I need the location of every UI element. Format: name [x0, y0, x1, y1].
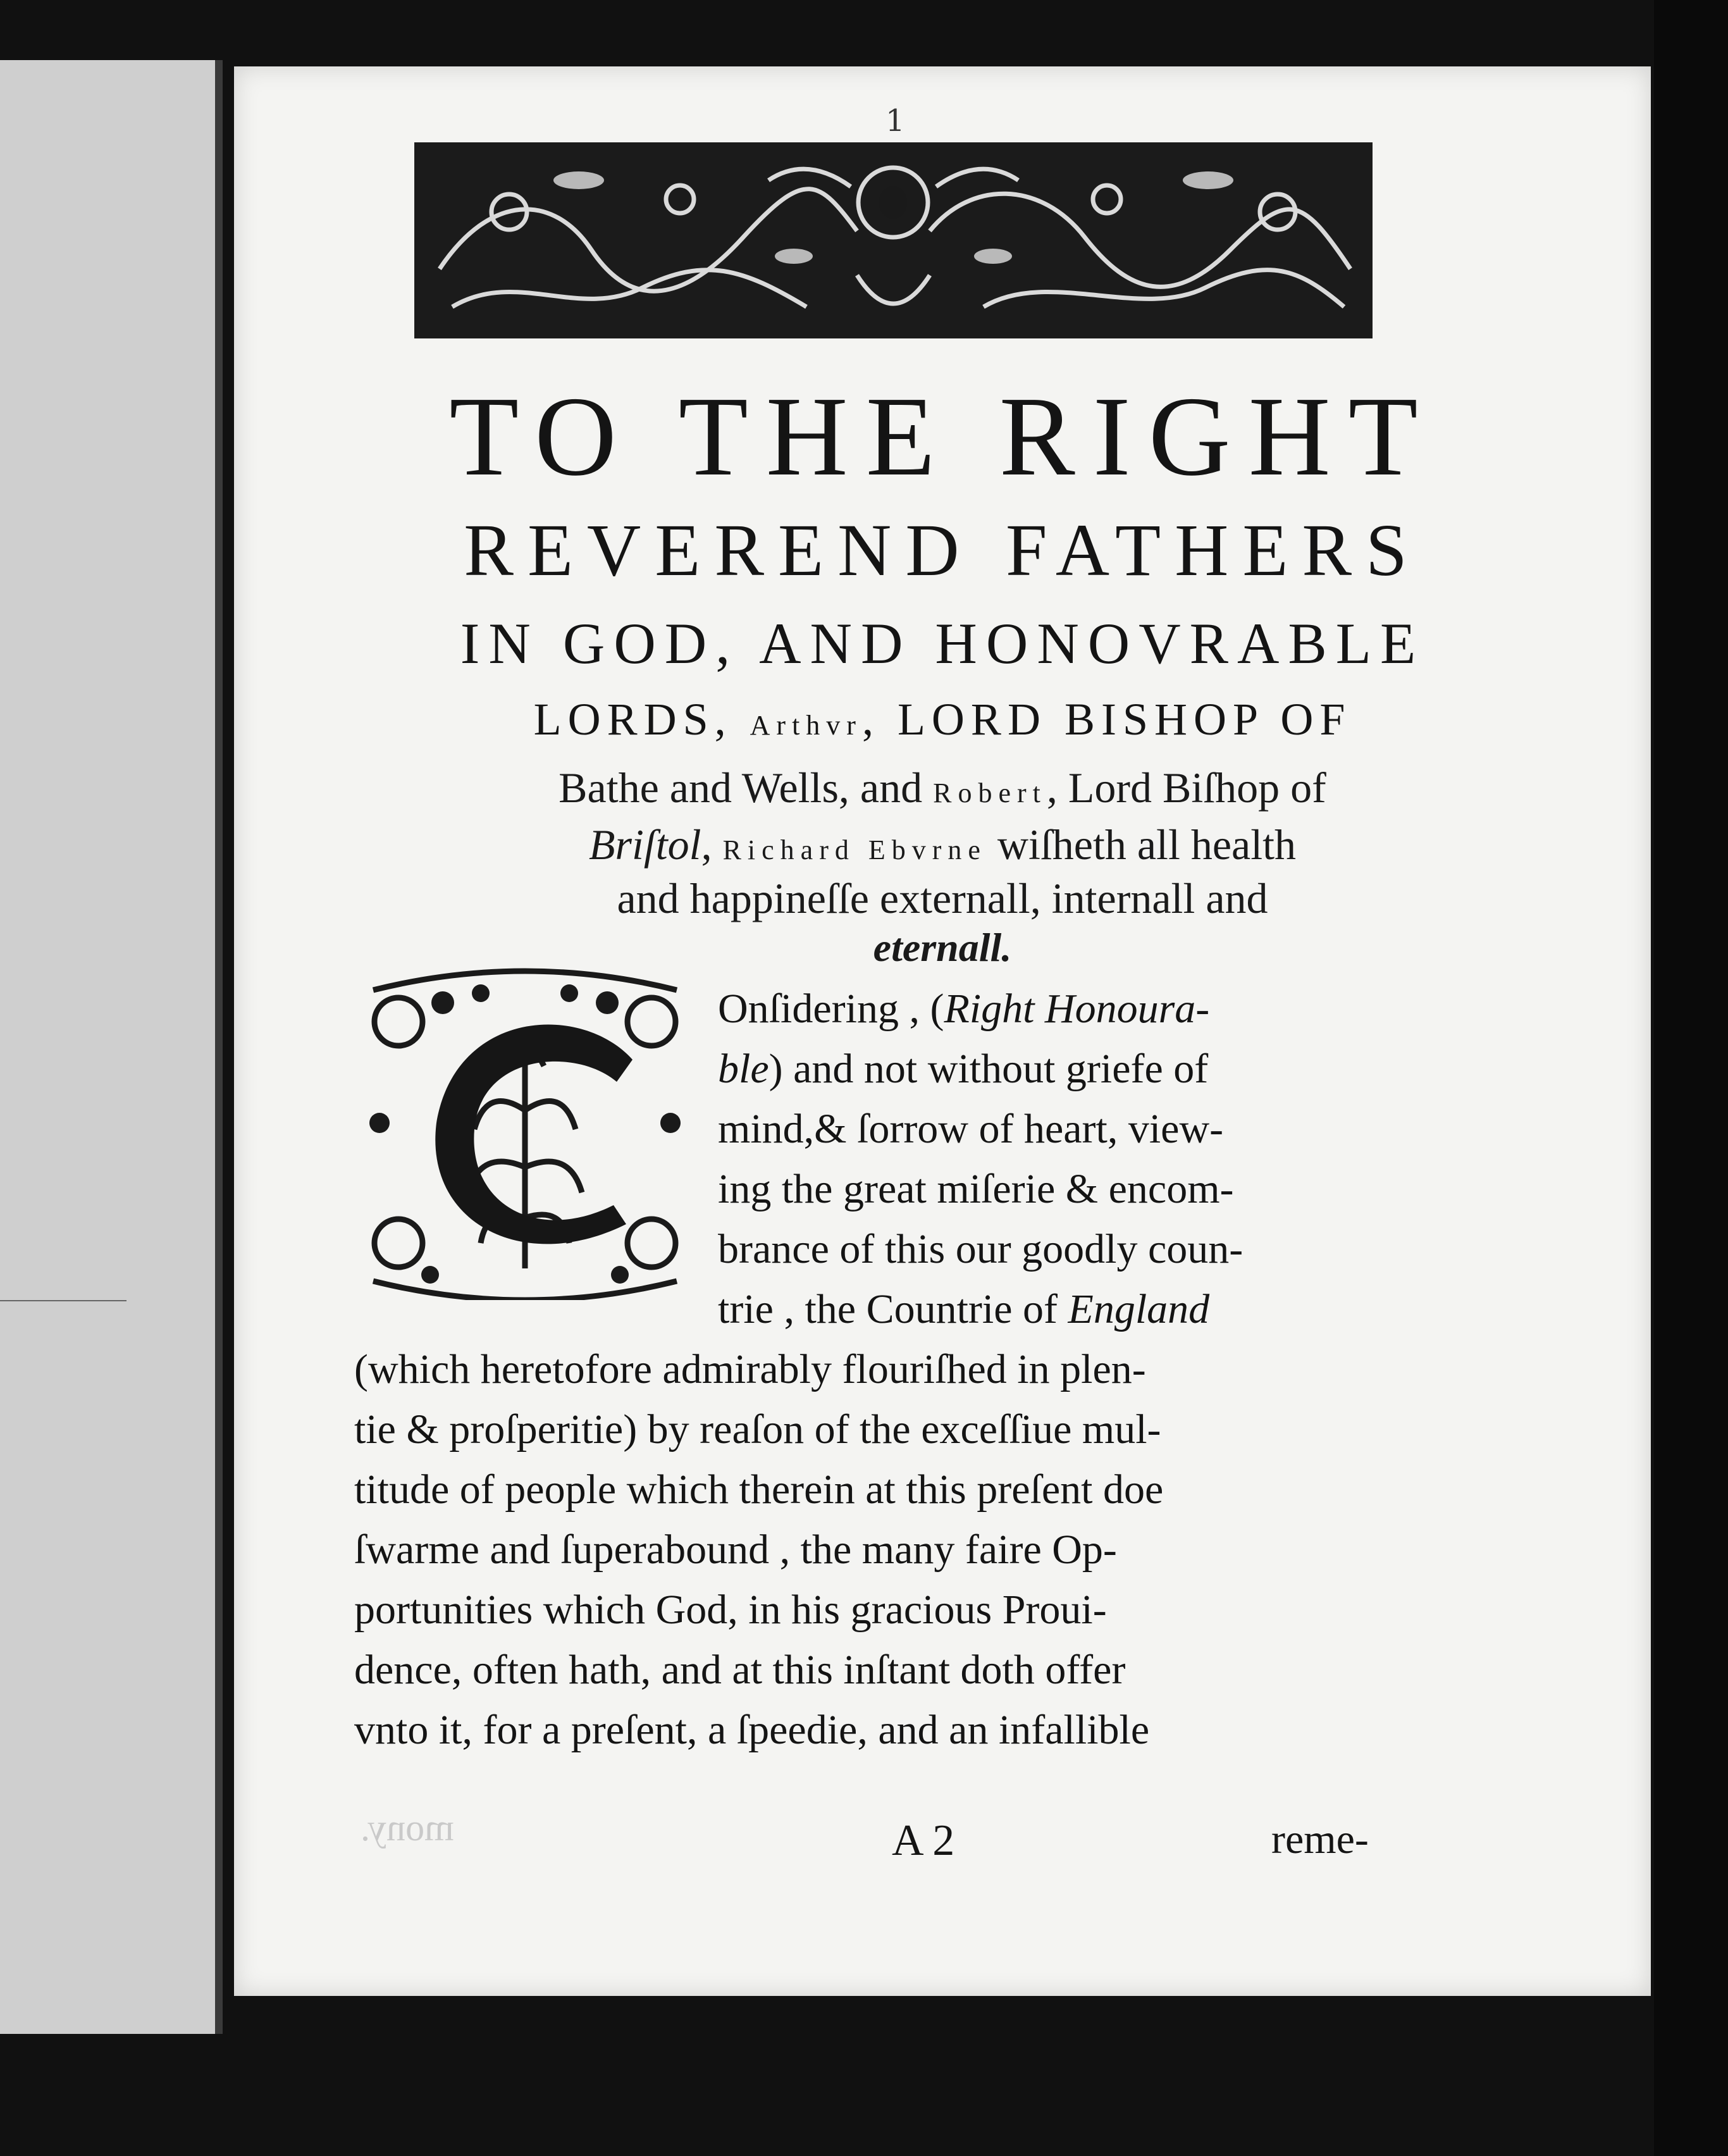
facing-page-rule: [0, 1300, 127, 1301]
body-line-3: mind,& ſorrow of heart, view-: [718, 1106, 1224, 1152]
dedication-line-2-d: wiſheth all health: [986, 821, 1296, 869]
page-number: 1: [886, 103, 905, 139]
book-gutter: [215, 60, 223, 2034]
dedication-name-robert: Robert: [933, 778, 1047, 808]
dedication-comma: ,: [701, 821, 723, 869]
signature-mark: A 2: [892, 1816, 955, 1865]
dedication-line-1-c: , Lord Biſhop of: [1046, 764, 1326, 812]
catchword: reme-: [1271, 1816, 1369, 1862]
ornamental-headpiece: [414, 142, 1373, 338]
title-line-3: IN GOD, AND HONOVRABLE: [460, 611, 1425, 676]
body-line-8: tie & proſperitie) by reaſon of the exceſſiue mul-: [354, 1406, 1161, 1453]
book-page: [234, 66, 1651, 1996]
body-line-6-a: trie , the Countrie of: [718, 1286, 1068, 1332]
body-line-5: brance of this our goodly coun-: [718, 1226, 1244, 1272]
body-line-1: [718, 984, 1209, 1034]
decorated-initial-c: [354, 965, 696, 1300]
body-line-4: ing the great miſerie & encom-: [718, 1166, 1234, 1212]
dedication-line-2: [310, 819, 1575, 876]
title-line-1: TO THE RIGHT: [449, 373, 1436, 499]
facing-page-left: [0, 60, 223, 2034]
body-line-1-a: Onſidering , (: [718, 986, 944, 1032]
title-name-arthur: Arthvr: [750, 710, 862, 741]
dedication-line-1-a: Bathe and Wells, and: [559, 764, 934, 812]
scan-edge-right: [1654, 0, 1728, 2156]
body-line-7: (which heretofore admirably flouriſhed in plen-: [354, 1346, 1146, 1392]
body-line-2: [718, 1044, 1208, 1094]
dedication-line-3: and happineſſe externall, internall and: [617, 874, 1268, 922]
body-line-2-b: ) and not without griefe of: [768, 1046, 1209, 1092]
body-line-6-b: England: [1068, 1286, 1210, 1332]
body-line-1-b: Right Honoura-: [944, 986, 1210, 1032]
body-line-12: dence, often hath, and at this inſtant doth offer: [354, 1647, 1126, 1693]
body-line-10: ſwarme and ſuperabound , the many faire Op-: [354, 1527, 1117, 1573]
bleedthrough-text: mony.: [361, 1807, 454, 1849]
dedication-name-richard: Richard Ebvrne: [722, 834, 987, 865]
body-line-6: [718, 1284, 1209, 1335]
dedication-place-bristol: Briſtol: [588, 821, 701, 869]
title-line-4: [361, 693, 1524, 752]
title-line-2: REVEREND FATHERS: [464, 509, 1421, 592]
dedication-line-1: [310, 762, 1575, 819]
dedication-line-4: eternall.: [873, 925, 1012, 970]
title-line-4-part-c: , LORD BISHOP OF: [861, 694, 1352, 745]
body-line-13: vnto it, for a preſent, a ſpeedie, and an infallible: [354, 1707, 1150, 1753]
body-line-2-a: ble: [718, 1046, 769, 1092]
body-line-11: portunities which God, in his gracious Proui-: [354, 1587, 1107, 1633]
title-line-4-part-a: LORDS,: [533, 694, 750, 745]
body-line-9: titude of people which therein at this preſent doe: [354, 1466, 1164, 1513]
